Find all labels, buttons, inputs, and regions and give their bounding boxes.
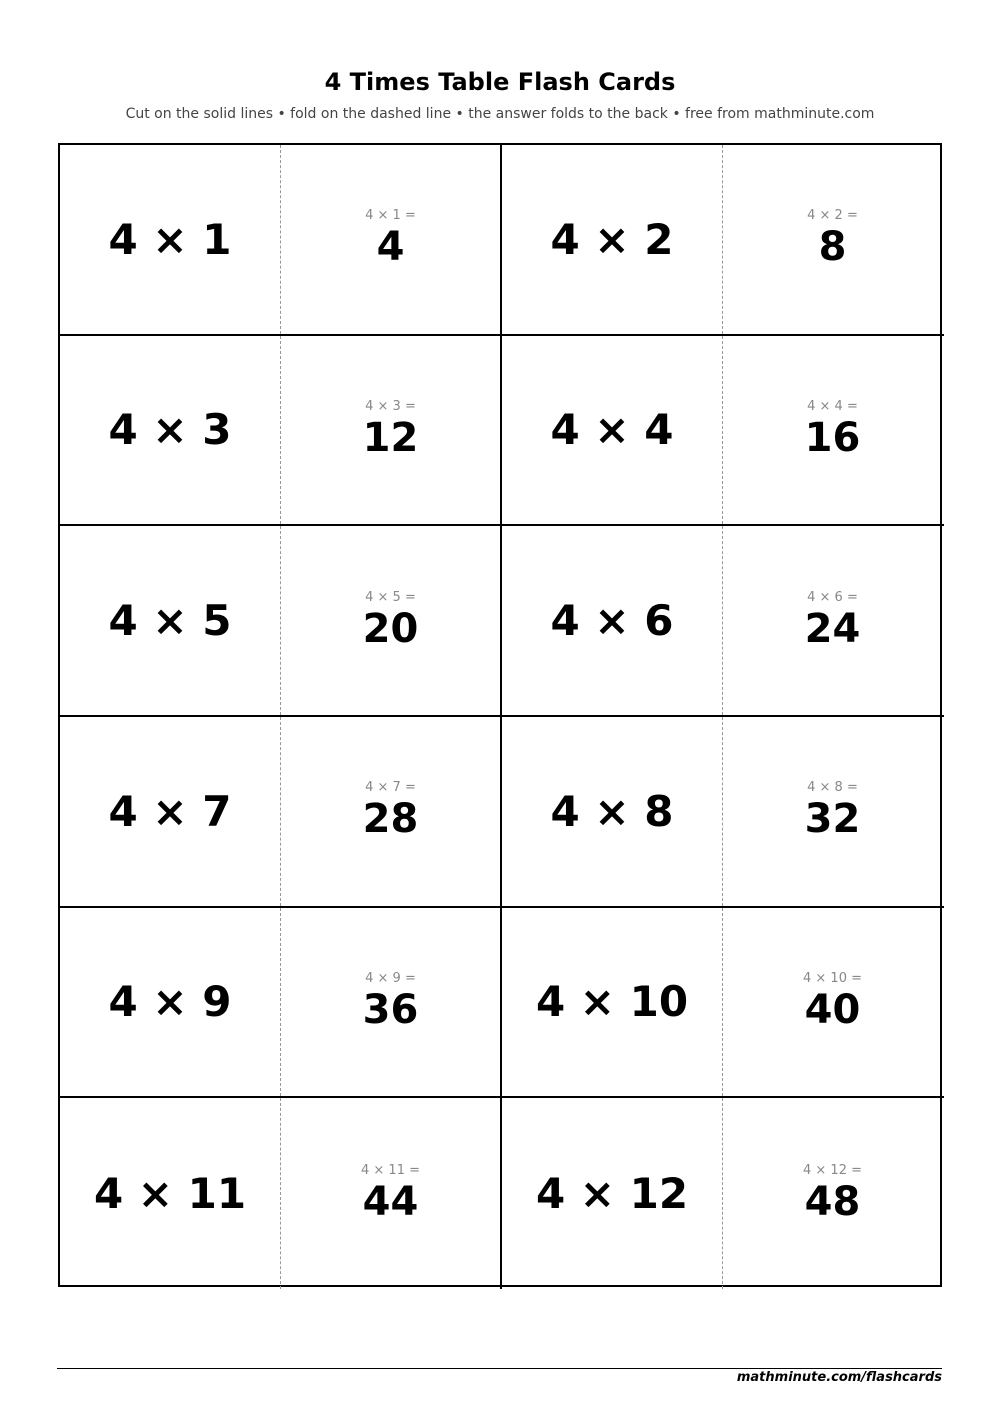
flash-card — [502, 526, 944, 717]
card-answer-side — [281, 717, 500, 906]
card-answer-hint: 4 × 10 = — [803, 970, 862, 986]
card-answer-hint: 4 × 4 = — [807, 398, 858, 414]
card-answer-hint: 4 × 11 = — [361, 1162, 420, 1178]
card-answer: 28 — [362, 796, 419, 843]
card-question: 4 × 7 — [108, 786, 232, 836]
card-question: 4 × 5 — [108, 596, 232, 646]
card-answer-side — [723, 336, 942, 525]
card-answer: 44 — [362, 1178, 419, 1225]
card-answer-side — [723, 1098, 942, 1289]
card-answer: 12 — [362, 414, 419, 461]
card-answer: 32 — [804, 796, 861, 843]
card-answer: 16 — [804, 414, 861, 461]
card-answer-hint: 4 × 7 = — [365, 780, 416, 796]
card-answer: 48 — [804, 1178, 861, 1225]
flash-card — [502, 717, 944, 908]
card-question: 4 × 4 — [550, 405, 674, 455]
flash-card — [60, 336, 502, 527]
card-answer-side — [281, 1098, 500, 1289]
card-question: 4 × 10 — [535, 977, 689, 1027]
flash-card — [502, 1098, 944, 1289]
card-answer-side — [723, 526, 942, 715]
card-answer-hint: 4 × 8 = — [807, 780, 858, 796]
flash-card — [60, 1098, 502, 1289]
card-answer-side — [281, 145, 500, 334]
card-answer: 36 — [362, 986, 419, 1033]
card-answer-side — [723, 145, 942, 334]
card-answer: 4 — [376, 224, 405, 271]
footer-url: mathminute.com/flashcards — [736, 1370, 942, 1385]
card-answer: 8 — [818, 224, 847, 271]
flash-card — [60, 145, 502, 336]
card-answer-side — [723, 908, 942, 1097]
flash-card — [60, 526, 502, 717]
flash-card — [502, 908, 944, 1099]
card-question: 4 × 11 — [93, 1169, 247, 1219]
card-answer-side — [281, 336, 500, 525]
flash-card — [60, 908, 502, 1099]
flash-card — [502, 336, 944, 527]
card-answer-side — [281, 526, 500, 715]
card-question: 4 × 1 — [108, 214, 232, 264]
card-question: 4 × 6 — [550, 596, 674, 646]
page-subtitle: Cut on the solid lines • fold on the dashed line • the answer folds to the back • free from mathminute.com — [125, 106, 875, 122]
card-answer-hint: 4 × 2 = — [807, 208, 858, 224]
card-answer-hint: 4 × 12 = — [803, 1162, 862, 1178]
flash-card — [60, 717, 502, 908]
card-question: 4 × 9 — [108, 977, 232, 1027]
card-answer: 24 — [804, 605, 861, 652]
card-answer-side — [723, 717, 942, 906]
card-answer-hint: 4 × 9 = — [365, 970, 416, 986]
card-question: 4 × 8 — [550, 786, 674, 836]
flash-card-grid — [58, 143, 942, 1287]
flash-card — [502, 145, 944, 336]
card-answer-hint: 4 × 5 = — [365, 589, 416, 605]
card-question: 4 × 2 — [550, 214, 674, 264]
card-answer-side — [281, 908, 500, 1097]
card-answer-hint: 4 × 3 = — [365, 398, 416, 414]
card-question: 4 × 12 — [535, 1169, 689, 1219]
card-question: 4 × 3 — [108, 405, 232, 455]
card-answer: 20 — [362, 605, 419, 652]
card-answer-hint: 4 × 6 = — [807, 589, 858, 605]
page-title: 4 Times Table Flash Cards — [324, 68, 676, 96]
card-answer: 40 — [804, 986, 861, 1033]
card-answer-hint: 4 × 1 = — [365, 208, 416, 224]
